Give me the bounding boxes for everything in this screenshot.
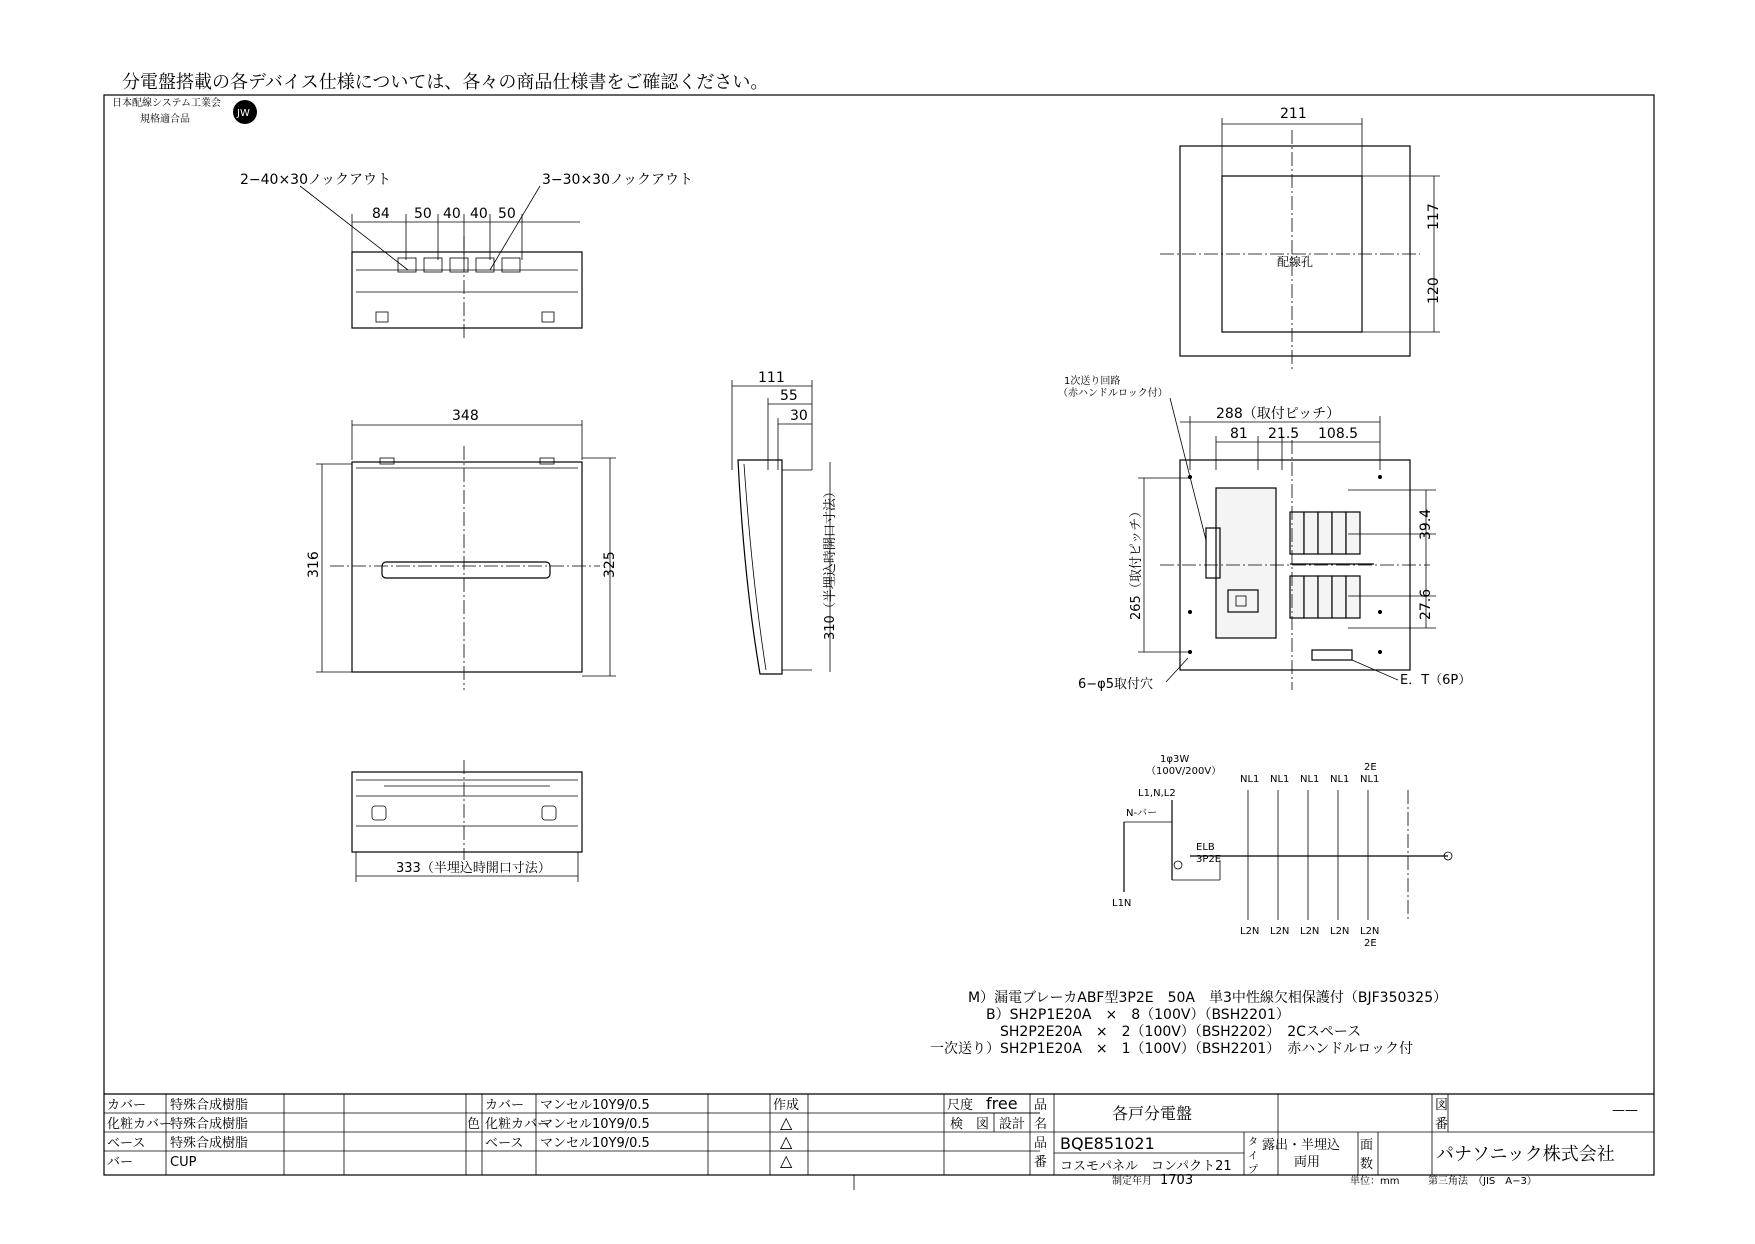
bottom-opening: 333（半埋込時開口寸法） xyxy=(396,861,551,876)
top-view xyxy=(240,172,693,340)
date-label: 制定年月 xyxy=(1112,1176,1152,1187)
cert-line1: 日本配線システム工業会 xyxy=(112,98,221,109)
color-value-1: マンセル10Y9/0.5 xyxy=(540,1098,650,1113)
color-part-1: カバー xyxy=(485,1098,525,1113)
circuit-elb: ELB xyxy=(1196,842,1215,853)
leader-left xyxy=(300,186,408,270)
mat-part-1: カバー xyxy=(107,1098,147,1113)
face-label-2: 数 xyxy=(1360,1157,1374,1172)
interior-d3: 108.5 xyxy=(1318,426,1359,442)
color-part-3: ベース xyxy=(485,1136,524,1151)
knockout-left-label: 2−40×30ノックアウト xyxy=(240,172,392,188)
sheet-border xyxy=(104,95,1654,1175)
header-note: 分電盤搭載の各デバイス仕様については、各々の商品仕様書をご確認ください。 xyxy=(122,72,769,93)
bottom-label-4: L2N xyxy=(1330,926,1350,937)
side-opening: 310（半埋込時開口寸法） xyxy=(823,485,838,640)
top-label-3: NL1 xyxy=(1300,774,1320,785)
color-value-3: マンセル10Y9/0.5 xyxy=(540,1136,650,1151)
drawing-value: —— xyxy=(1612,1103,1638,1118)
date-value: 1703 xyxy=(1160,1173,1194,1188)
side-body xyxy=(738,460,782,674)
unit-label: 単位：mm xyxy=(1350,1176,1400,1187)
scale-label: 尺度 xyxy=(947,1098,974,1113)
bottom-extra: 2E xyxy=(1364,938,1377,949)
front-handle xyxy=(382,562,550,578)
check-label: 検 図 xyxy=(950,1117,990,1132)
interior-view xyxy=(1058,374,1471,692)
bottom-label-2: L2N xyxy=(1270,926,1290,937)
rev-mark-3: △ xyxy=(780,1151,793,1170)
product-name: 各戸分電盤 xyxy=(1112,1104,1193,1123)
top-body xyxy=(352,252,582,328)
cert-mark: JW xyxy=(237,108,250,119)
mat-part-3: ベース xyxy=(107,1136,146,1151)
front-width: 348 xyxy=(452,408,479,424)
mat-part-2: 化粧カバー xyxy=(107,1117,173,1132)
top-extra: 2E xyxy=(1364,762,1377,773)
et-terminal xyxy=(1312,650,1352,660)
rear-view xyxy=(1160,106,1442,370)
face-label-1: 面 xyxy=(1360,1138,1374,1153)
bottom-body xyxy=(352,772,582,852)
side-view xyxy=(732,370,838,674)
drawing-label-1: 図 xyxy=(1435,1098,1449,1113)
interior-v2: 27.6 xyxy=(1418,588,1434,620)
spec-line-4: 一次送り）SH2P1E20A × 1（100V）（BSH2201） 赤ハンドルロック付 xyxy=(930,1041,1413,1057)
color-value-2: マンセル10Y9/0.5 xyxy=(540,1117,650,1132)
design-label: 設計 xyxy=(999,1117,1026,1132)
circuit-nbar: N-バー xyxy=(1126,808,1158,819)
knockout-right-label: 3−30×30ノックアウト xyxy=(542,172,694,188)
top-label-1: NL1 xyxy=(1240,774,1260,785)
part-number: BQE851021 xyxy=(1060,1134,1155,1153)
projection-label: 第三角法 （JIS A−3） xyxy=(1428,1176,1537,1187)
spec-line-3: SH2P2E20A × 2（100V）（BSH2202） 2Cスペース xyxy=(1000,1024,1362,1040)
color-label: 色 xyxy=(467,1117,481,1132)
dim-50a: 50 xyxy=(414,206,432,222)
drawing-label-2: 番 xyxy=(1435,1117,1449,1132)
rear-h1: 117 xyxy=(1426,203,1442,230)
type-label-2: イ xyxy=(1248,1151,1258,1162)
mat-part-4: バー xyxy=(107,1155,134,1170)
bottom-label-5: L2N xyxy=(1360,926,1380,937)
name-label-1: 品 xyxy=(1034,1098,1048,1113)
circuit-l1n: L1N xyxy=(1112,898,1132,909)
rear-h2: 120 xyxy=(1426,277,1442,304)
bottom-label-3: L2N xyxy=(1300,926,1320,937)
bottom-view xyxy=(352,760,582,882)
rev-mark-2: △ xyxy=(780,1132,793,1151)
interior-vpitch: 265（取付ピッチ） xyxy=(1129,504,1144,620)
name-label-2: 名 xyxy=(1034,1117,1048,1132)
mat-value-4: CUP xyxy=(170,1155,197,1170)
circuit-voltage: （100V/200V） xyxy=(1146,766,1222,777)
mat-value-3: 特殊合成樹脂 xyxy=(170,1136,249,1151)
side-d1: 111 xyxy=(758,370,785,386)
mat-value-2: 特殊合成樹脂 xyxy=(170,1117,249,1132)
branch-label: 1次送り回路 xyxy=(1064,376,1121,387)
leader-right xyxy=(490,186,540,270)
type-value-2: 両用 xyxy=(1294,1155,1321,1170)
rev-mark-1: △ xyxy=(780,1113,793,1132)
circuit-diagram xyxy=(1112,754,1452,949)
rear-width: 211 xyxy=(1280,106,1307,122)
company-name: パナソニック株式会社 xyxy=(1436,1144,1615,1165)
top-label-4: NL1 xyxy=(1330,774,1350,785)
top-label-5: NL1 xyxy=(1360,774,1380,785)
interior-pitch: 288（取付ピッチ） xyxy=(1216,406,1341,422)
type-value-1: 露出・半埋込 xyxy=(1262,1138,1341,1153)
circuit-lines: L1,N,L2 xyxy=(1138,788,1176,799)
bottom-label-1: L2N xyxy=(1240,926,1260,937)
branch-label-2: （赤ハンドルロック付） xyxy=(1058,388,1168,399)
spec-line-2: B）SH2P1E20A × 8（100V）（BSH2201） xyxy=(986,1007,1290,1023)
interior-d2: 21.5 xyxy=(1268,426,1300,442)
circuit-elb-type: 3P2E xyxy=(1196,854,1222,865)
mat-value-1: 特殊合成樹脂 xyxy=(170,1098,249,1113)
front-height-right: 325 xyxy=(602,551,618,578)
interior-holes: 6−φ5取付穴 xyxy=(1078,677,1154,692)
rear-hole-label: 配線孔 xyxy=(1277,255,1314,269)
interior-et: E．T（6P） xyxy=(1400,673,1472,688)
type-label-3: プ xyxy=(1248,1165,1258,1176)
front-height-left: 316 xyxy=(306,551,322,578)
circuit-supply: 1φ3W xyxy=(1160,754,1190,765)
dim-84: 84 xyxy=(372,206,390,222)
series-name: コスモパネル コンパクト21 xyxy=(1060,1159,1232,1174)
side-d2: 55 xyxy=(780,388,798,404)
color-part-2: 化粧カバー xyxy=(485,1117,551,1132)
dim-40b: 40 xyxy=(470,206,488,222)
spec-line-1: M）漏電ブレーカABF型3P2E 50A 単3中性線欠相保護付（BJF350325） xyxy=(968,990,1448,1006)
number-label-1: 品 xyxy=(1034,1136,1048,1151)
number-label-2: 番 xyxy=(1034,1155,1048,1170)
dim-50b: 50 xyxy=(498,206,516,222)
main-breaker xyxy=(1216,488,1276,638)
made-label: 作成 xyxy=(773,1098,800,1113)
interior-d1: 81 xyxy=(1230,426,1248,442)
cert-line2: 規格適合品 xyxy=(140,114,190,125)
front-body xyxy=(352,462,582,672)
side-d3: 30 xyxy=(790,408,808,424)
top-label-2: NL1 xyxy=(1270,774,1290,785)
scale-value: free xyxy=(986,1094,1018,1113)
dim-40a: 40 xyxy=(443,206,461,222)
rear-body xyxy=(1180,146,1410,356)
interior-v1: 39.4 xyxy=(1418,508,1434,540)
spec-block xyxy=(930,989,1447,1057)
type-label-1: タ xyxy=(1248,1137,1258,1148)
front-view xyxy=(306,408,618,690)
